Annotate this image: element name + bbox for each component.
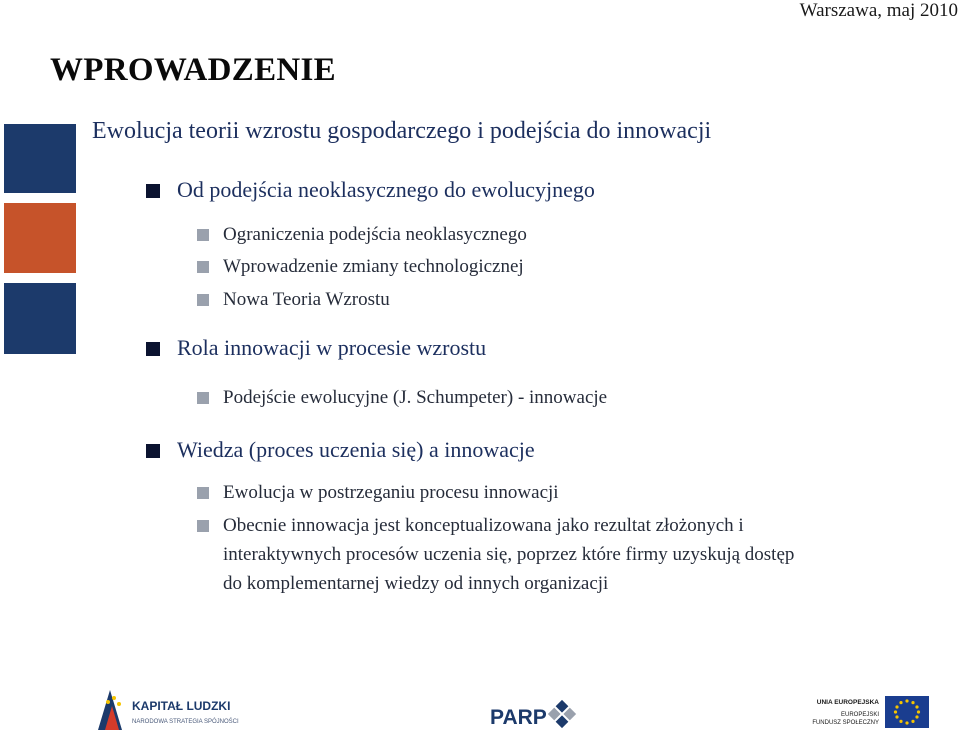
eu-line-3: FUNDUSZ SPOŁECZNY [812, 720, 879, 726]
kapital-ludzki-emblem-icon [96, 686, 266, 736]
section-heading-text: Wiedza (proces uczenia się) a innowacje [177, 437, 535, 462]
date-label: Warszawa, maj 2010 [799, 0, 958, 21]
parp-logo [490, 697, 585, 735]
square-bullet-icon [197, 520, 209, 532]
eu-line-2: EUROPEJSKI [840, 712, 879, 718]
list-item [197, 478, 559, 507]
eu-line-1: UNIA EUROPEJSKA [816, 699, 879, 706]
square-bullet-icon [197, 487, 209, 499]
list-item [197, 511, 744, 540]
parp-emblem-icon [490, 697, 585, 735]
slide-subtitle: Ewolucja teorii wzrostu gospodarczego i podejścia do innowacji [92, 118, 712, 144]
decor-block-navy-top [4, 124, 76, 193]
list-item-text: interaktywnych procesów uczenia się, poprzez które firmy uzyskują dostęp [223, 544, 795, 565]
section-heading-text: Od podejścia neoklasycznego do ewolucyjnego [177, 177, 595, 202]
eu-flag-icon [805, 694, 930, 736]
square-bullet-icon [197, 294, 209, 306]
section-heading [146, 177, 595, 203]
section-heading [146, 437, 535, 463]
square-bullet-icon [197, 261, 209, 273]
list-item [197, 383, 607, 412]
eu-logo [805, 694, 930, 736]
decor-block-navy-bottom [4, 283, 76, 354]
list-item-text: do komplementarnej wiedzy od innych organizacji [223, 573, 609, 594]
kapital-ludzki-name: KAPITAŁ LUDZKI [132, 699, 231, 713]
list-item-text: Ograniczenia podejścia neoklasycznego [223, 224, 527, 245]
list-item-continuation [223, 540, 794, 569]
list-item-text: Nowa Teoria Wzrostu [223, 289, 390, 310]
decor-block-orange [4, 203, 76, 273]
section-heading-text: Rola innowacji w procesie wzrostu [177, 335, 487, 360]
list-item [197, 252, 524, 281]
parp-name: PARP [490, 706, 547, 729]
slide-title: WPROWADZENIE [50, 52, 336, 88]
kapital-ludzki-tagline: NARODOWA STRATEGIA SPÓJNOŚCI [132, 719, 239, 725]
square-bullet-icon [146, 342, 160, 356]
list-item [197, 285, 390, 314]
list-item-text: Ewolucja w postrzeganiu procesu innowacji [223, 482, 559, 503]
square-bullet-icon [197, 229, 209, 241]
section-heading [146, 335, 486, 361]
square-bullet-icon [146, 184, 160, 198]
list-item-text: Obecnie innowacja jest konceptualizowana jako rezultat złożonych i [223, 515, 744, 536]
square-bullet-icon [197, 392, 209, 404]
list-item-text: Wprowadzenie zmiany technologicznej [223, 256, 524, 277]
square-bullet-icon [146, 444, 160, 458]
list-item-text: Podejście ewolucyjne (J. Schumpeter) - innowacje [223, 387, 608, 408]
kapital-ludzki-logo [96, 686, 266, 736]
list-item [197, 220, 527, 249]
list-item-continuation [223, 569, 608, 598]
